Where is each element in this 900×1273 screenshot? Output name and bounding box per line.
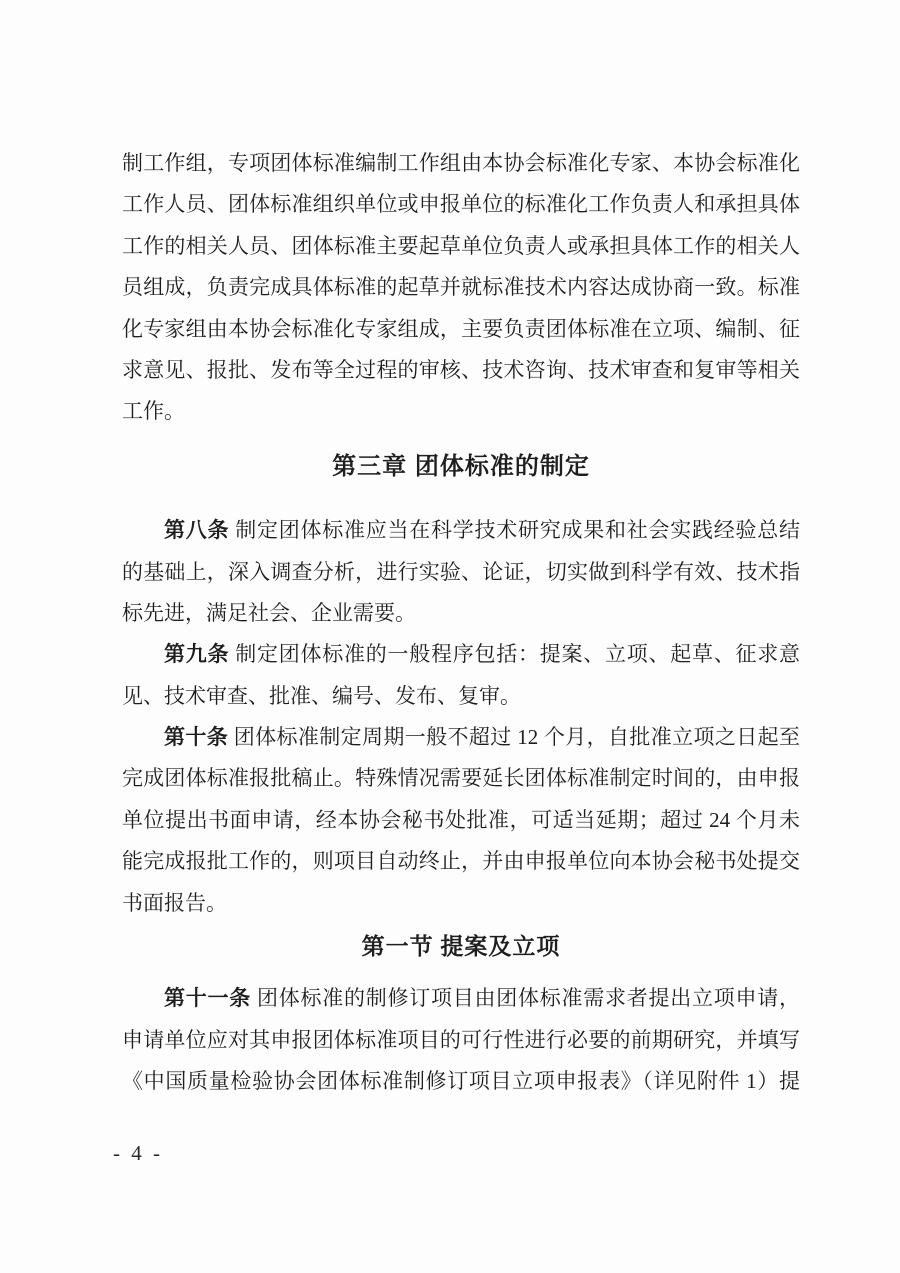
text-line: 第十条 团体标准制定周期一般不超过 12 个月，自批准立项之日起至 [164, 725, 800, 750]
text-line: 见、技术审查、批准、编号、发布、复审。 [122, 683, 521, 708]
text-line: 单位提出书面申请，经本协会秘书处批准，可适当延期；超过 24 个月未 [122, 807, 800, 832]
article-number: 第九条 [164, 642, 230, 667]
text-line: 《中国质量检验协会团体标准制修订项目立项申报表》（详见附件 1）提 [122, 1069, 800, 1094]
text-line: 完成团体标准报批稿止。特殊情况需要延长团体标准制定时间的，由申报 [122, 766, 800, 791]
paragraph [122, 143, 800, 433]
paragraph [122, 978, 800, 1102]
text-line: 申请单位应对其申报团体标准项目的可行性进行必要的前期研究，并填写 [122, 1027, 800, 1052]
article-number: 第十一条 [164, 986, 251, 1011]
chapter-heading: 第三章 团体标准的制定 [332, 452, 590, 480]
section-heading: 第一节 提案及立项 [361, 934, 561, 960]
text-line: 制工作组，专项团体标准编制工作组由本协会标准化专家、本协会标准化 [122, 151, 800, 175]
text-line: 工作人员、团体标准组织单位或申报单位的标准化工作负责人和承担具体 [122, 192, 800, 217]
paragraph [122, 717, 800, 924]
text-line: 员组成，负责完成具体标准的起草并就标准技术内容达成协商一致。标准 [122, 275, 800, 300]
text-line: 工作的相关人员、团体标准主要起草单位负责人或承担具体工作的相关人 [122, 233, 800, 258]
text-line: 第八条 制定团体标准应当在科学技术研究成果和社会实践经验总结 [164, 518, 800, 543]
paragraph [122, 634, 800, 717]
text-line: 第九条 制定团体标准的一般程序包括：提案、立项、起草、征求意 [164, 642, 800, 667]
text-line: 求意见、报批、发布等全过程的审核、技术咨询、技术审查和复审等相关 [122, 357, 800, 382]
text-line: 标先进，满足社会、企业需要。 [122, 600, 416, 625]
text-line: 的基础上，深入调查分析，进行实验、论证，切实做到科学有效、技术指 [122, 559, 800, 584]
text-line: 书面报告。 [122, 890, 227, 915]
text-line: 第十一条 团体标准的制修订项目由团体标准需求者提出立项申请， [164, 986, 800, 1011]
text-line: 能完成报批工作的，则项目自动终止，并由申报单位向本协会秘书处提交 [122, 849, 800, 874]
article-number: 第十条 [164, 725, 229, 750]
text-line: 化专家组由本协会标准化专家组成，主要负责团体标准在立项、编制、征 [122, 316, 800, 341]
page-number: - 4 - [113, 1141, 163, 1165]
paragraph [122, 510, 800, 634]
page-body [122, 143, 800, 1103]
text-line: 工作。 [122, 399, 185, 424]
article-number: 第八条 [164, 518, 230, 543]
